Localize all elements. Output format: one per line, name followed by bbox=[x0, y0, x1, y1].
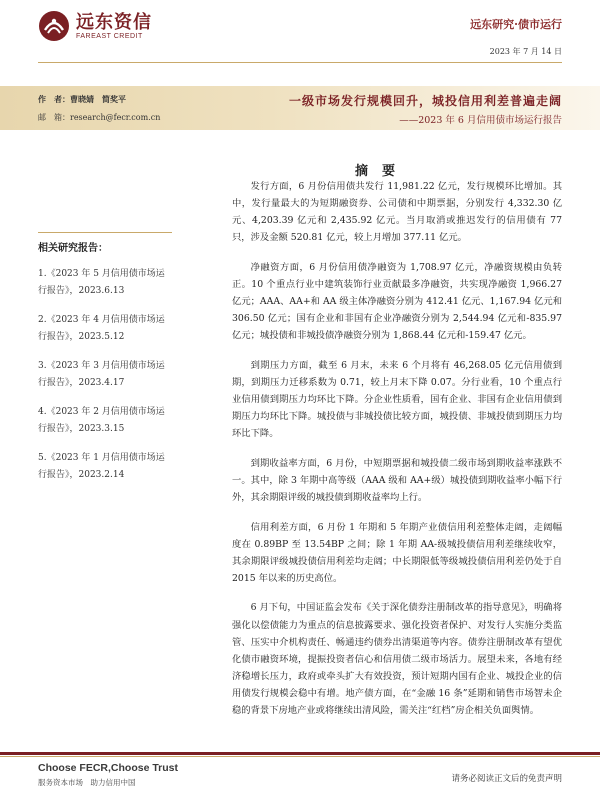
sidebar-divider bbox=[38, 232, 172, 233]
abstract-heading: 摘要 bbox=[354, 164, 409, 179]
report-title: 一级市场发行规模回升，城投信用利差普遍走阔 bbox=[288, 94, 562, 108]
fareast-credit-logo bbox=[38, 10, 152, 42]
abstract-paragraph-outlook: 6 月下旬，中国证监会发布《关于深化债券注册制改革的指导意见》，明确将强化以偿债能力为重点的信息披露要求、强化投资者保护、对发行人实施分类监管、压实中介机构责任、畅通违约债券出清渠道等内容。债券注册制改革有望优化债市融资环境，提振投资者信心和信用债二级市场活力。展望未来，各地有经济稳增长压力，政府或牵头扩大有效投资，预计短期内国有企业、城投企业的信用债发行规模会稳中有增。地产债方面，在“金融 16 条”延期和销售市场智未企稳的背景下房地产业或将继续出清风险，需关注“红档”房企相关负面舆情。 bbox=[232, 602, 562, 717]
abstract-paragraph-maturity-pressure: 到期压力方面，截至 6 月末，未来 6 个月将有 46,268.05 亿元信用债到期，到期压力迁移系数为 0.71，较上月末下降 0.07。分行业看，10 个重点行业信用债到期压力均环比下降。分企业性质看，国有企业、非国有企业信用债到期压力均环比下降。城投债与非城投债比较方面，城投债、非城投债到期压力均环比下降。 bbox=[232, 359, 562, 440]
logo-name-en: FAREAST CREDIT bbox=[76, 32, 143, 40]
abstract-paragraph-yield: 到期收益率方面，6 月份，中短期票据和城投债二级市场到期收益率涨跌不一。其中，除 3 年期中高等级（AAA 级和 AA+级）城投债到期收益率小幅下行外，其余期限评级的城投债到期收益率均上行。 bbox=[232, 457, 562, 503]
related-report-item[interactable]: 1.《2023 年 5 月信用债市场运行报告》，2023.6.13 bbox=[38, 269, 165, 296]
related-report-item[interactable]: 4.《2023 年 2 月信用债市场运行报告》，2023.3.15 bbox=[38, 407, 165, 434]
related-report-item[interactable]: 2.《2023 年 4 月信用债市场运行报告》，2023.5.12 bbox=[38, 315, 165, 342]
related-report-item[interactable]: 3.《2023 年 3 月信用债市场运行报告》，2023.4.17 bbox=[38, 361, 165, 388]
logo-name-cn: 远东资信 bbox=[76, 11, 152, 33]
footer-slogan: Choose FECR,Choose Trust bbox=[38, 762, 179, 774]
header-divider bbox=[38, 62, 562, 63]
fareast-logo-icon bbox=[38, 10, 70, 42]
report-subtitle: ——2023 年 6 月信用债市场运行报告 bbox=[399, 115, 562, 126]
abstract-body bbox=[232, 178, 562, 732]
abstract-paragraph-net-financing: 净融资方面，6 月份信用债净融资为 1,708.97 亿元，净融资规模由负转正。10 个重点行业中建筑装饰行业贡献最多净融资，共实现净融资 1,966.27 亿元；AAA、AA+和 AA 级主体净融资分别为 412.41 亿元、1,167.94 亿元和 306.50 亿元；国有企业和非国有企业净融资分别为 2,544.94 亿元和-835.97 亿元；城投债和非城投债净融资分别为 1,868.44 亿元和-159.47 亿元。 bbox=[232, 261, 562, 342]
related-reports-title: 相关研究报告： bbox=[38, 243, 108, 254]
report-series: 远东研究·债市运行 bbox=[470, 18, 562, 31]
abstract-paragraph-credit-spread: 信用利差方面，6 月份 1 年期和 5 年期产业债信用利差整体走阔，走阔幅度在 0.89BP 至 13.54BP 之间；除 1 年期 AA-级城投债信用利差继续收窄，其余期限评级城投债信用利差均走阔；中长期限低等级城投债信用利差仍处于自 2015 年以来的历史高位。 bbox=[232, 521, 562, 584]
email-line[interactable]: 邮 箱：research@fecr.com.cn bbox=[38, 113, 161, 122]
report-date: 2023 年 7 月 14 日 bbox=[489, 47, 562, 56]
footer-disclaimer: 请务必阅读正文后的免责声明 bbox=[451, 774, 562, 784]
related-reports-sidebar bbox=[38, 232, 172, 496]
related-report-item[interactable]: 5.《2023 年 1 月信用债市场运行报告》，2023.2.14 bbox=[38, 453, 165, 480]
footer-slogan-cn: 服务资本市场 助力信用中国 bbox=[38, 778, 136, 787]
abstract-paragraph-issuance: 发行方面，6 月份信用债共发行 11,981.22 亿元，发行规模环比增加。其中，发行量最大的为短期融资券、公司债和中期票据，分别发行 4,332.30 亿元、4,203.39 亿元和 2,435.92 亿元。当月取消或推迟发行的信用债有 77 只，涉及金额 520.81 亿元，较上月增加 377.11 亿元。 bbox=[232, 181, 562, 244]
footer-gold-line bbox=[0, 756, 600, 757]
author-line: 作 者：曹晓婧 简奖平 bbox=[38, 94, 126, 104]
footer-divider bbox=[0, 752, 600, 755]
